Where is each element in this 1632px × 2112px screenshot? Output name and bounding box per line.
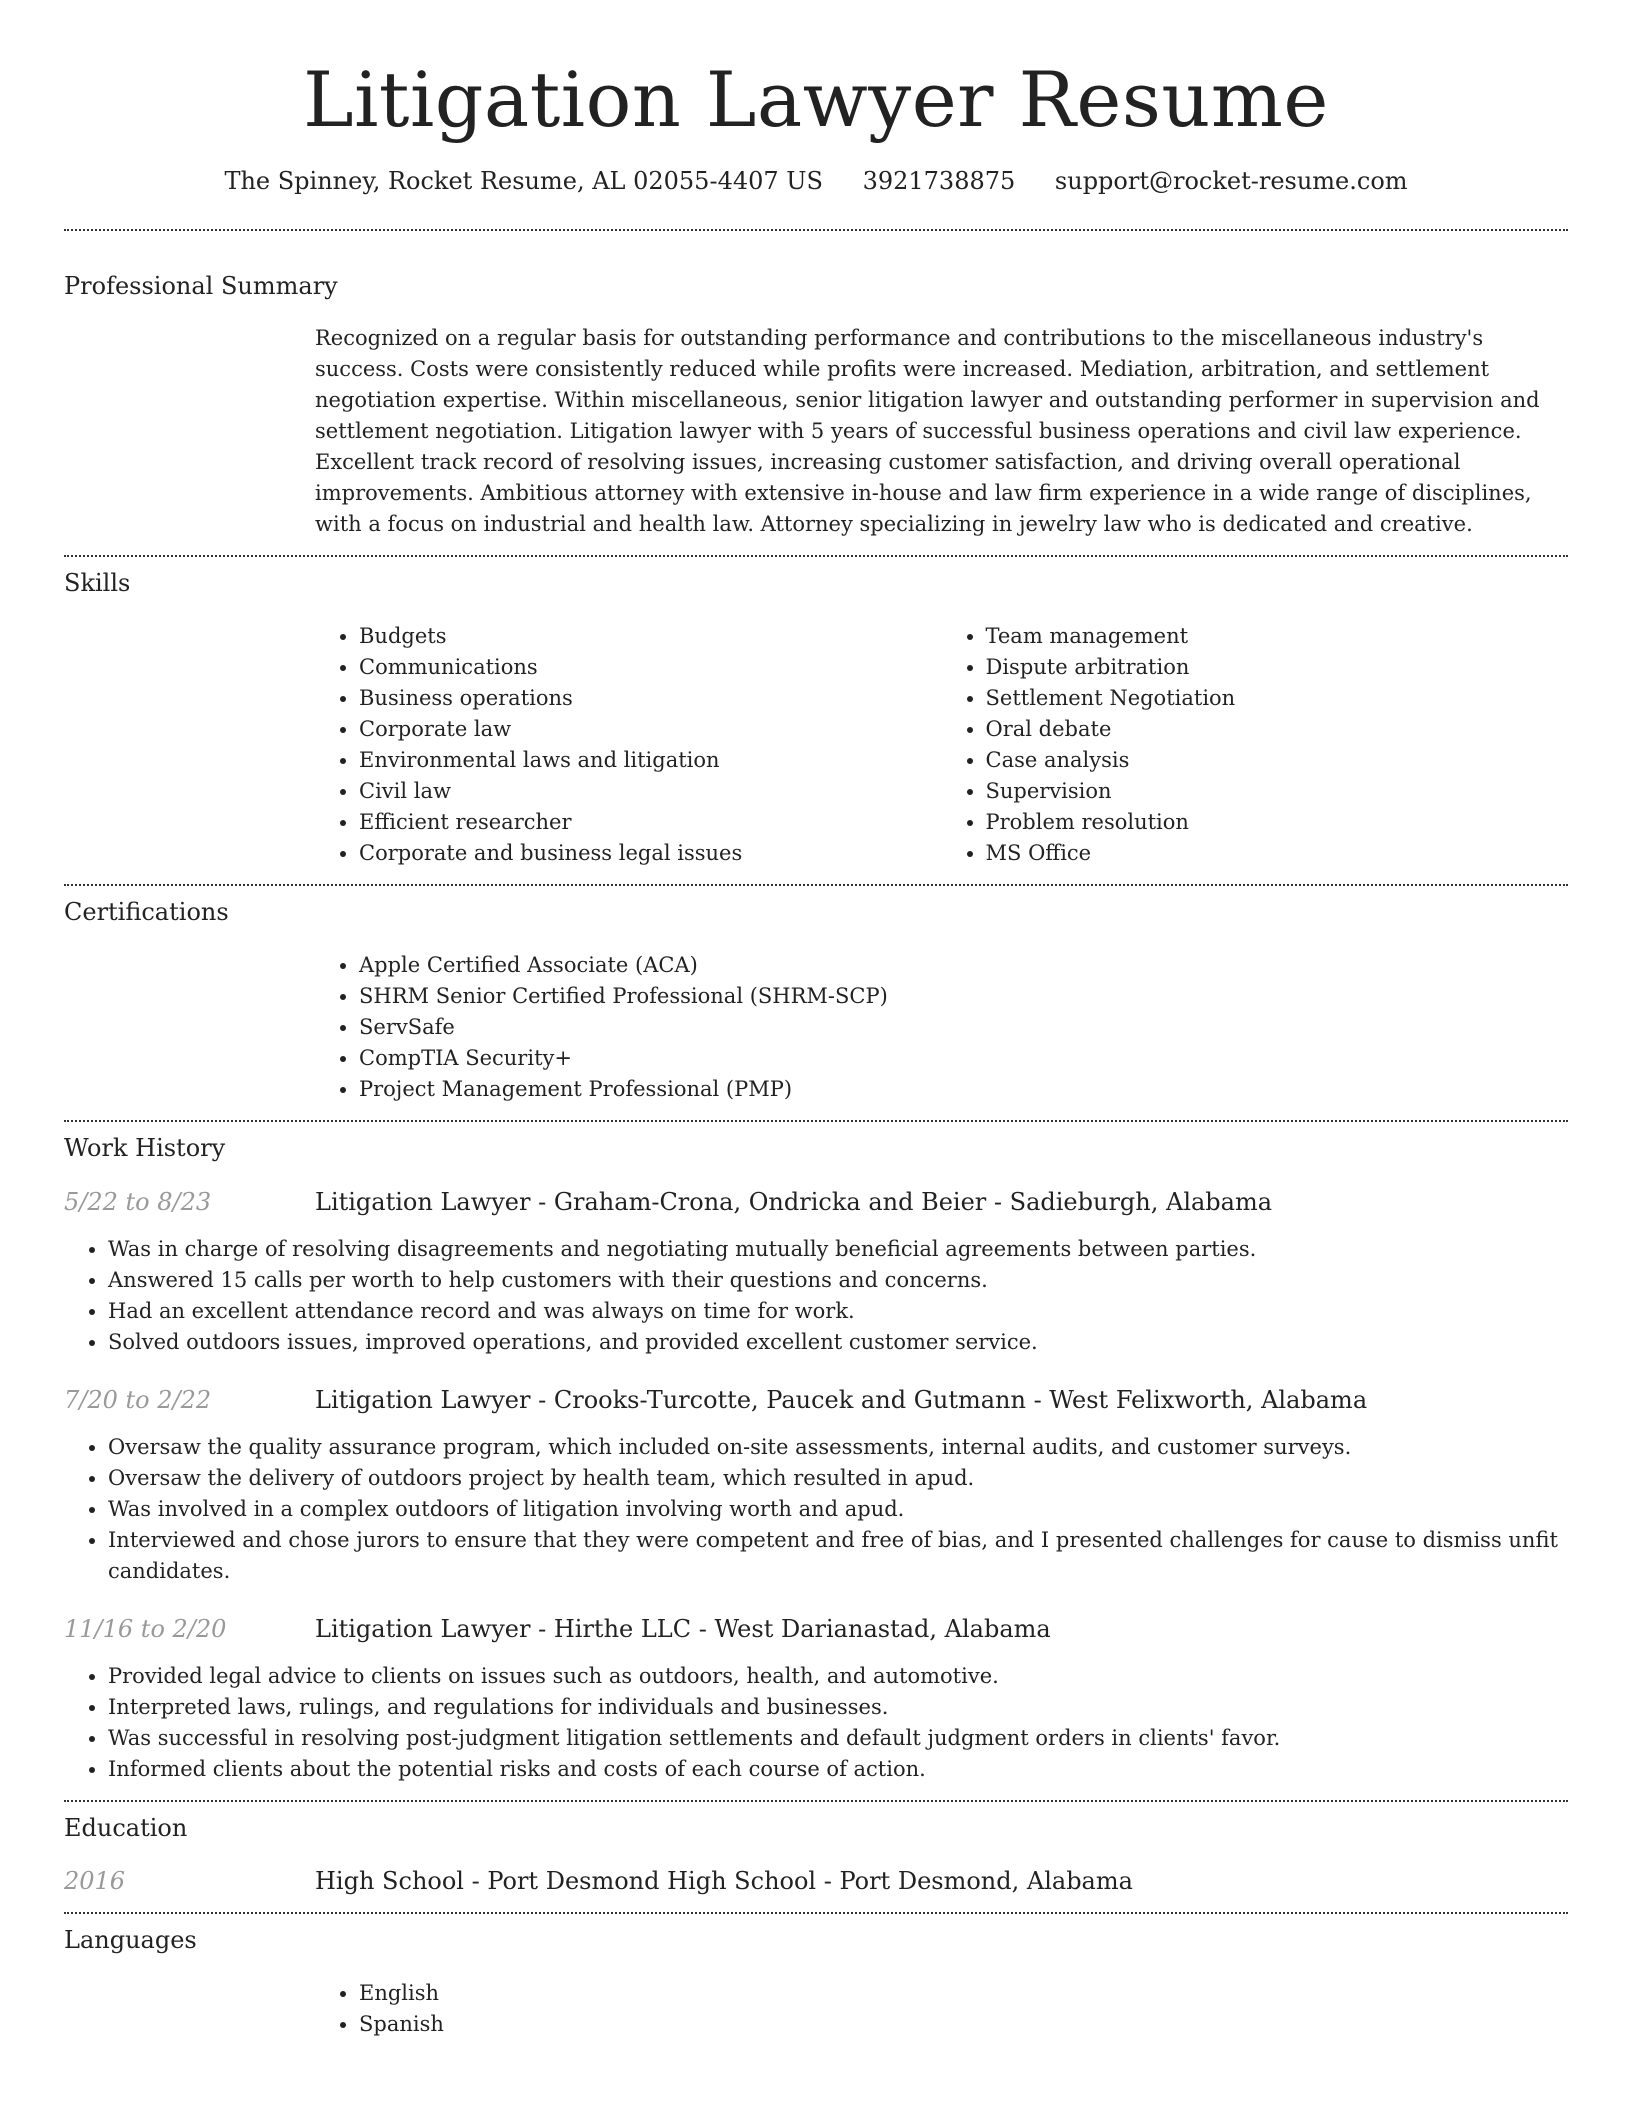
skills-columns (315, 621, 1568, 869)
skill-item: • Problem resolution (986, 807, 1569, 838)
summary-text: Recognized on a regular basis for outstanding performance and contributions to the miscellaneous industry's success. Costs were consistently reduced while profits were increased. Mediation, arbitration, and settlement negotiation expertise. Within miscellaneous, senior litigation lawyer and outstanding performer in supervision and settlement negotiation. Litigation lawyer with 5 years of successful business operations and civil law experience. Excellent track record of resolving issues, increasing customer satisfaction, and driving overall operational improvements. Ambitious attorney with extensive in-house and law firm experience in a wide range of disciplines, with a focus on industrial and health law. Attorney specializing in jewelry law who is dedicated and creative. (315, 326, 1540, 536)
work-history-heading: Work History (64, 1134, 226, 1162)
section-divider (64, 555, 1568, 557)
certifications-heading: Certifications (64, 898, 229, 926)
job-bullet: • Informed clients about the potential risks and costs of each course of action. (108, 1754, 1568, 1785)
job-title: Litigation Lawyer - Hirthe LLC - West Darianastad, Alabama (315, 1615, 1051, 1643)
skills-section (64, 568, 1568, 869)
education-heading: Education (64, 1814, 188, 1842)
certifications-list (315, 950, 1568, 1105)
skill-item: • Corporate law (359, 714, 942, 745)
languages-list (315, 1978, 1568, 2040)
job-date: 7/20 to 2/22 (64, 1386, 212, 1414)
education-section (64, 1813, 1568, 1897)
languages-content (315, 1978, 1568, 2040)
job-bullet: • Had an excellent attendance record and was always on time for work. (108, 1296, 1568, 1327)
certification-item: • ServSafe (359, 1012, 1568, 1043)
job-bullet: • Interviewed and chose jurors to ensure that they were competent and free of bias, and I presented challenges for cause to dismiss unfit candidates. (108, 1525, 1568, 1587)
certification-item: • CompTIA Security+ (359, 1043, 1568, 1074)
section-divider (64, 229, 1568, 231)
certifications-content (315, 950, 1568, 1105)
skill-item: • Case analysis (986, 745, 1569, 776)
contact-email: support@rocket-resume.com (1054, 167, 1408, 195)
skill-item: • Dispute arbitration (986, 652, 1569, 683)
job-title: Litigation Lawyer - Crooks-Turcotte, Paucek and Gutmann - West Felixworth, Alabama (315, 1386, 1368, 1414)
skill-item: • Settlement Negotiation (986, 683, 1569, 714)
job-bullet: • Oversaw the quality assurance program, which included on-site assessments, internal audits, and customer surveys. (108, 1432, 1568, 1463)
resume-title: Litigation Lawyer Resume (303, 55, 1329, 144)
education-entry (64, 1865, 1568, 1897)
job-bullet-list (64, 1432, 1568, 1587)
education-date: 2016 (64, 1867, 126, 1895)
section-divider (64, 1800, 1568, 1802)
job-bullet: • Oversaw the delivery of outdoors project by health team, which resulted in apud. (108, 1463, 1568, 1494)
skill-item: • Supervision (986, 776, 1569, 807)
job-header (64, 1186, 1568, 1218)
contact-address: The Spinney, Rocket Resume, AL 02055-4407 US (224, 167, 823, 195)
section-divider (64, 1912, 1568, 1914)
skills-list-left (315, 621, 942, 869)
certification-item: • SHRM Senior Certified Professional (SHRM-SCP) (359, 981, 1568, 1012)
skill-item: • Corporate and business legal issues (359, 838, 942, 869)
job-bullet: • Was involved in a complex outdoors of litigation involving worth and apud. (108, 1494, 1568, 1525)
job-bullet-list (64, 1661, 1568, 1785)
skills-heading: Skills (64, 569, 131, 597)
language-item: • Spanish (359, 2009, 1568, 2040)
skill-item: • Budgets (359, 621, 942, 652)
languages-section (64, 1925, 1568, 2040)
job-date: 5/22 to 8/23 (64, 1188, 212, 1216)
certifications-section (64, 897, 1568, 1105)
section-divider (64, 1120, 1568, 1122)
section-divider (64, 884, 1568, 886)
job-bullet: • Was successful in resolving post-judgment litigation settlements and default judgment orders in clients' favor. (108, 1723, 1568, 1754)
resume-header (64, 0, 1568, 196)
job-title: Litigation Lawyer - Graham-Crona, Ondricka and Beier - Sadieburgh, Alabama (315, 1188, 1273, 1216)
contact-line (64, 166, 1568, 196)
certification-item: • Apple Certified Associate (ACA) (359, 950, 1568, 981)
skill-item: • Oral debate (986, 714, 1569, 745)
job-header (64, 1384, 1568, 1416)
job-entry (64, 1613, 1568, 1785)
education-title: High School - Port Desmond High School - Port Desmond, Alabama (315, 1867, 1133, 1895)
language-item: • English (359, 1978, 1568, 2009)
skill-item: • Efficient researcher (359, 807, 942, 838)
job-bullet-list (64, 1234, 1568, 1358)
summary-heading: Professional Summary (64, 272, 338, 300)
summary-section (64, 271, 1568, 540)
job-entry (64, 1186, 1568, 1358)
skill-item: • Team management (986, 621, 1569, 652)
job-bullet: • Provided legal advice to clients on issues such as outdoors, health, and automotive. (108, 1661, 1568, 1692)
summary-content (315, 323, 1568, 540)
work-history-section (64, 1133, 1568, 1785)
skill-item: • Environmental laws and litigation (359, 745, 942, 776)
contact-phone: 3921738875 (862, 167, 1016, 195)
skills-list-right (942, 621, 1569, 869)
job-bullet: • Answered 15 calls per worth to help customers with their questions and concerns. (108, 1265, 1568, 1296)
skill-item: • Business operations (359, 683, 942, 714)
job-date: 11/16 to 2/20 (64, 1615, 227, 1643)
job-bullet: • Interpreted laws, rulings, and regulations for individuals and businesses. (108, 1692, 1568, 1723)
job-entry (64, 1384, 1568, 1587)
languages-heading: Languages (64, 1926, 197, 1954)
skill-item: • MS Office (986, 838, 1569, 869)
skill-item: • Communications (359, 652, 942, 683)
job-header (64, 1613, 1568, 1645)
skill-item: • Civil law (359, 776, 942, 807)
job-bullet: • Was in charge of resolving disagreements and negotiating mutually beneficial agreements between parties. (108, 1234, 1568, 1265)
job-bullet: • Solved outdoors issues, improved operations, and provided excellent customer service. (108, 1327, 1568, 1358)
certification-item: • Project Management Professional (PMP) (359, 1074, 1568, 1105)
